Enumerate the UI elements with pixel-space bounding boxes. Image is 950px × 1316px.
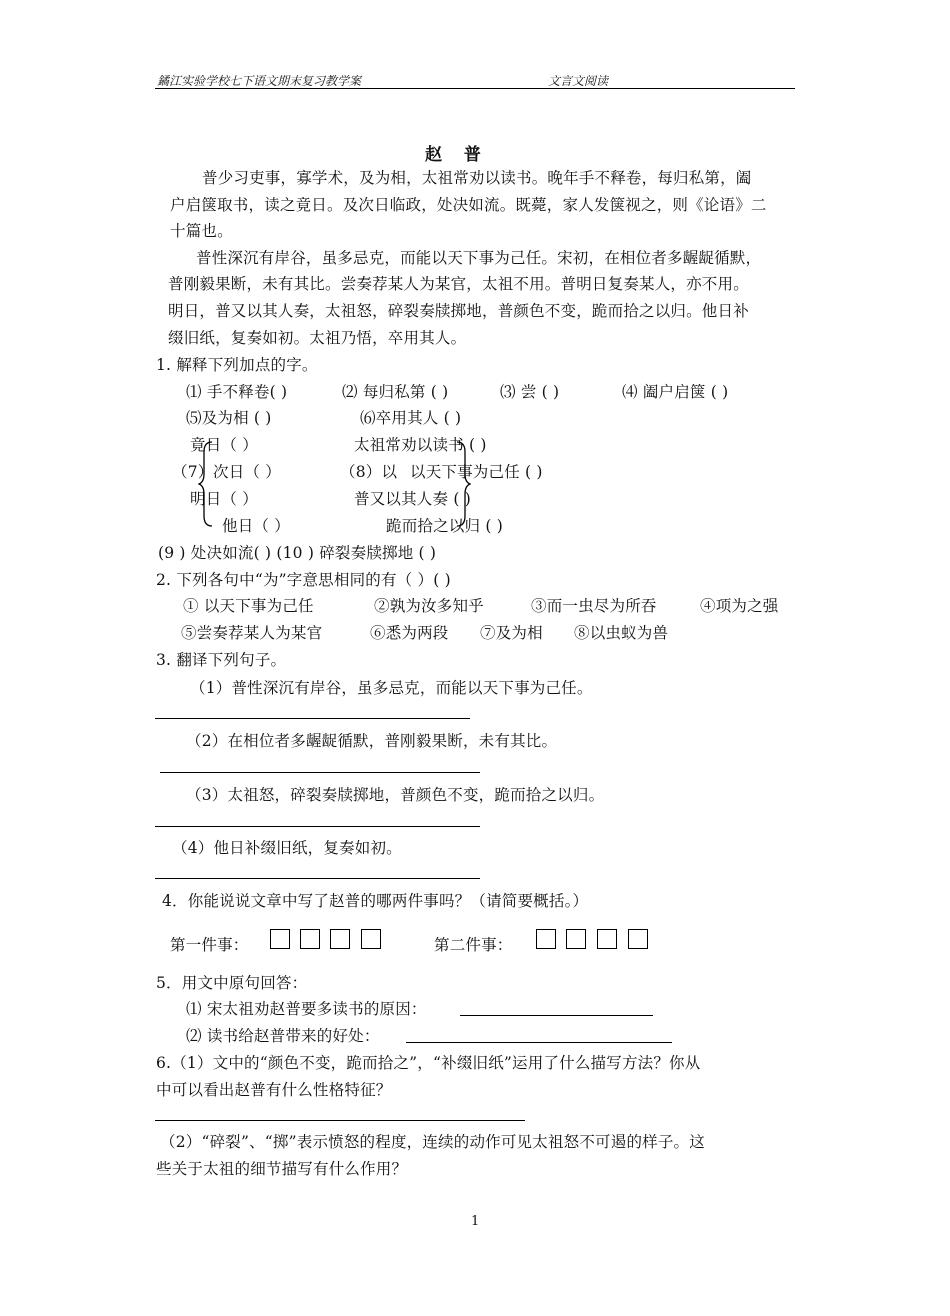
header-left: 鐍江实验学校七下语文期末复习教学案: [157, 74, 362, 88]
q1-g8-label: （8）以: [340, 463, 398, 481]
q3-item: （4）他日补缀旧纸，复奏如初。: [172, 839, 402, 857]
answer-box[interactable]: [628, 929, 648, 949]
q1-item: ⑵ 每归私第 ( ): [342, 383, 449, 401]
q6-line: 些关于太祖的细节描写有什么作用？: [156, 1160, 408, 1178]
q6-line: （2）“碎裂”、“掷”表示愤怒的程度，连续的动作可见太祖怒不可遏的样子。这: [160, 1133, 705, 1151]
q1-g7-item: 他日（ ）: [222, 517, 290, 535]
q1-item: ⑸及为相 ( ): [186, 409, 272, 427]
q5-heading: 5．用文中原句回答：: [156, 974, 308, 992]
q2-option: ④项为之强: [700, 597, 779, 615]
answer-box[interactable]: [270, 929, 290, 949]
q1-item: ⑷ 阖户启箧 ( ): [622, 383, 729, 401]
q2-option: ⑦及为相: [480, 624, 543, 642]
q3-item: （2）在相位者多龌龊循默，普刚毅果断，未有其比。: [186, 732, 558, 750]
answer-line[interactable]: [406, 1042, 672, 1043]
q2-option: ⑥悉为两段: [370, 624, 449, 642]
answer-box[interactable]: [566, 929, 586, 949]
passage-line: 普刚毅果断，未有其比。尝奏荐某人为某官，太祖不用。普明日复奏某人，亦不用。: [168, 275, 749, 293]
answer-line[interactable]: [160, 772, 480, 773]
answer-box[interactable]: [361, 929, 381, 949]
q1-g8-item: 普又以其人奏 ( ): [354, 490, 471, 508]
brace-left: [198, 440, 214, 528]
q4-heading: 4．你能说说文章中写了赵普的哪两件事吗？（请简要概括。）: [162, 892, 589, 910]
q2-option: ②孰为汝多知乎: [374, 597, 484, 615]
passage-line: 户启箧取书，读之竟日。及次日临政，处决如流。既薨，家人发箧视之，则《论语》二: [170, 196, 767, 214]
q3-heading: 3. 翻译下列句子。: [156, 651, 287, 669]
q6-line: 6.（1）文中的“颜色不变，跪而拾之”，“补缀旧纸”运用了什么描写方法？你从: [156, 1054, 701, 1072]
q6-line: 中可以看出赵普有什么性格特征？: [156, 1081, 392, 1099]
q1-row9: (9 ) 处决如流( ) (10 ) 碎裂奏牍掷地 ( ): [158, 544, 437, 562]
answer-line[interactable]: [460, 1015, 653, 1016]
q3-item: （3）太祖怒，碎裂奏牍掷地，普颜色不变，跪而拾之以归。: [186, 786, 605, 804]
q1-heading: 1. 解释下列加点的字。: [156, 356, 318, 374]
answer-line[interactable]: [155, 718, 470, 719]
q1-item: ⑶ 尝 ( ): [500, 383, 560, 401]
q4-second-label: 第二件事：: [434, 936, 513, 954]
q1-g7-label: （7）: [172, 463, 214, 481]
q1-g8-item: 以天下事为己任 ( ): [410, 463, 543, 481]
answer-box[interactable]: [597, 929, 617, 949]
answer-box[interactable]: [330, 929, 350, 949]
q2-option: ⑧以虫蚁为兽: [574, 624, 669, 642]
passage-line: 十篇也。: [170, 222, 233, 240]
q1-g7-item: 竟日（ ）: [190, 436, 258, 454]
answer-box[interactable]: [536, 929, 556, 949]
q1-item: ⑴ 手不释卷( ): [186, 383, 288, 401]
q5-item: ⑵ 读书给赵普带来的好处：: [186, 1027, 380, 1045]
q2-option: ⑤尝奏荐某人为某官: [181, 624, 323, 642]
q1-item: ⑹卒用其人 ( ): [360, 409, 462, 427]
q1-g7-item: 次日（ ）: [213, 463, 281, 481]
passage-line: 明日，普又以其人奏，太祖怒，碎裂奏牍掷地，普颜色不变，跪而拾之以归。他日补: [168, 302, 749, 320]
answer-box[interactable]: [300, 929, 320, 949]
brace-right: [455, 440, 471, 528]
header-right: 文言文阅读: [548, 74, 609, 88]
q5-item: ⑴ 宋太祖劝赵普要多读书的原因：: [186, 1000, 427, 1018]
q2-option: ③而一虫尽为所吞: [531, 597, 657, 615]
q4-first-label: 第一件事：: [170, 936, 249, 954]
q1-g8-item: 太祖常劝以读书 ( ): [354, 436, 487, 454]
answer-line[interactable]: [155, 878, 480, 879]
passage-title: 赵 普: [425, 145, 489, 165]
passage-line: 普性深沉有岸谷，虽多忌克，而能以天下事为己任。宋初，在相位者多龌龊循默，: [196, 249, 762, 267]
passage-line: 缀旧纸，复奏如初。太祖乃悟，卒用其人。: [168, 329, 467, 347]
answer-line[interactable]: [155, 826, 480, 827]
q2-heading: 2. 下列各句中“为”字意思相同的有（ ）( ): [156, 571, 451, 589]
answer-line[interactable]: [155, 1120, 525, 1121]
passage-line: 普少习吏事，寡学术，及为相，太祖常劝以读书。晚年手不释卷，每归私第，阖: [202, 169, 752, 187]
q1-g7-item: 明日（ ）: [190, 490, 258, 508]
header-rule: [155, 88, 795, 89]
q2-option: ① 以天下事为己任: [183, 597, 314, 615]
page-number: 1: [471, 1214, 480, 1229]
q1-g8-item: 跪而拾之以归 ( ): [386, 517, 503, 535]
q3-item: （1）普性深沉有岸谷，虽多忌克，而能以天下事为己任。: [190, 679, 593, 697]
